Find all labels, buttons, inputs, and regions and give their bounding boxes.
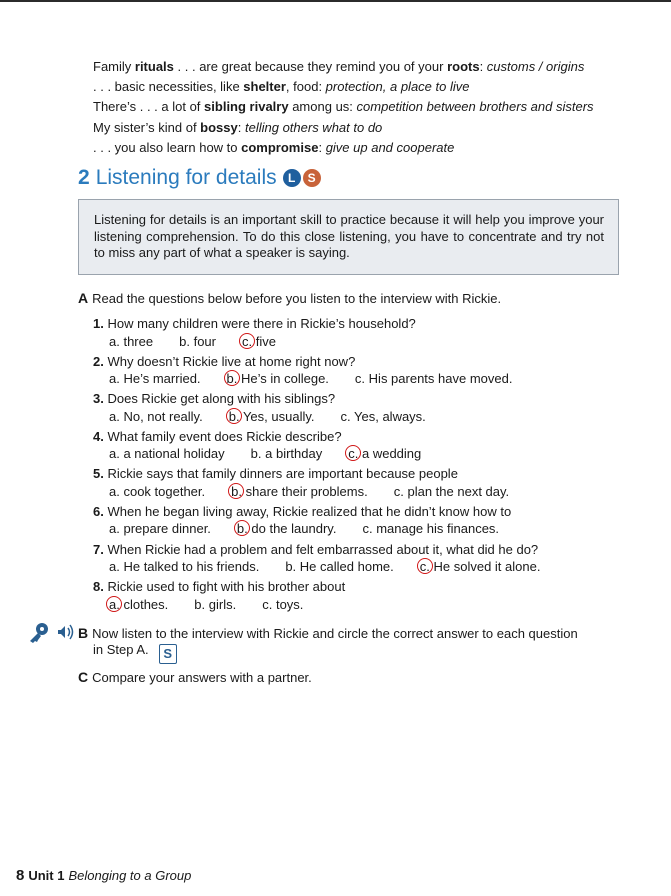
question-number: 8. bbox=[93, 579, 104, 595]
question-text bbox=[93, 541, 633, 559]
option-text: do the laundry. bbox=[251, 521, 337, 537]
question-prompt: When Rickie had a problem and felt embarrassed about it, what did he do? bbox=[107, 541, 539, 557]
option-text: girls. bbox=[208, 596, 237, 612]
question-text bbox=[93, 578, 633, 596]
question-prompt: How many children were there in Rickie’s household? bbox=[107, 316, 416, 331]
answer-option[interactable] bbox=[194, 596, 236, 614]
question-item bbox=[93, 578, 633, 613]
option-text: He’s in college. bbox=[241, 371, 329, 387]
answer-option[interactable] bbox=[355, 370, 513, 388]
question-item bbox=[93, 503, 633, 538]
answer-options bbox=[93, 558, 633, 576]
top-rule bbox=[0, 0, 671, 2]
step-text: Compare your answers with a partner. bbox=[92, 670, 312, 685]
info-box: Listening for details is an important skill to practice because it will help you improve your listening comprehension. To do this close listening, you have to concentrate and try not to miss any part of what a speaker is saying. bbox=[78, 199, 619, 275]
option-letter: b. bbox=[285, 559, 297, 575]
question-item bbox=[93, 541, 633, 576]
step-text: Read the questions below before you listen to the interview with Rickie. bbox=[92, 291, 502, 306]
step-b-continued bbox=[93, 641, 177, 664]
step-c bbox=[78, 668, 312, 687]
question-number: 4. bbox=[93, 428, 104, 444]
question-prompt: Does Rickie get along with his siblings? bbox=[107, 391, 336, 407]
option-letter: c. bbox=[241, 333, 253, 349]
listening-badge-icon: L bbox=[283, 169, 301, 187]
page-footer bbox=[16, 867, 191, 884]
question-number: 6. bbox=[93, 503, 104, 519]
question-text bbox=[93, 315, 633, 333]
option-text: manage his finances. bbox=[376, 521, 500, 537]
section-title: Listening for details bbox=[95, 166, 277, 189]
question-number: 1. bbox=[93, 316, 104, 331]
option-letter: a. bbox=[109, 483, 120, 499]
option-letter: c. bbox=[362, 521, 373, 537]
question-list bbox=[93, 315, 633, 616]
key-audio-icon bbox=[28, 622, 76, 644]
question-prompt: Rickie used to fight with his brother about bbox=[107, 579, 346, 595]
answer-options bbox=[93, 445, 633, 463]
answer-option[interactable] bbox=[109, 483, 205, 501]
answer-options bbox=[93, 370, 633, 388]
question-text bbox=[93, 390, 633, 408]
question-item bbox=[93, 353, 633, 388]
option-letter: a. bbox=[109, 333, 120, 349]
question-text bbox=[93, 465, 633, 483]
step-text: Now listen to the interview with Rickie and circle the correct answer to each question bbox=[92, 626, 578, 641]
option-letter: c. bbox=[354, 371, 366, 387]
answer-option-circled[interactable] bbox=[231, 483, 368, 501]
question-text bbox=[93, 428, 633, 446]
option-letter: a. bbox=[109, 596, 120, 612]
answer-option[interactable] bbox=[109, 520, 211, 538]
answer-option[interactable] bbox=[109, 558, 259, 576]
option-letter: b. bbox=[226, 371, 238, 387]
answer-option-circled[interactable] bbox=[227, 370, 329, 388]
option-text: He’s married. bbox=[123, 371, 201, 387]
answer-options bbox=[93, 483, 633, 501]
option-text: a birthday bbox=[265, 446, 323, 462]
option-text: three bbox=[123, 333, 154, 349]
section-number: 2 bbox=[78, 166, 90, 189]
option-letter: b. bbox=[250, 446, 262, 462]
option-letter: b. bbox=[194, 596, 206, 612]
step-text: in Step A. bbox=[93, 642, 149, 657]
option-text: a national holiday bbox=[123, 446, 225, 462]
question-prompt: Rickie says that family dinners are important because people bbox=[107, 466, 458, 482]
answer-options bbox=[93, 333, 633, 351]
question-number: 5. bbox=[93, 466, 104, 482]
answer-option-circled[interactable] bbox=[348, 445, 421, 463]
option-letter: a. bbox=[109, 521, 120, 537]
answer-option[interactable] bbox=[341, 408, 426, 426]
option-text: toys. bbox=[275, 596, 304, 612]
option-text: He solved it alone. bbox=[433, 559, 541, 575]
option-letter: b. bbox=[231, 483, 242, 499]
question-item bbox=[93, 465, 633, 500]
unit-title: Belonging to a Group bbox=[68, 868, 192, 883]
answer-option-circled[interactable] bbox=[229, 408, 315, 426]
option-letter: b. bbox=[236, 521, 248, 537]
option-text: He talked to his friends. bbox=[123, 559, 260, 575]
answer-option[interactable] bbox=[179, 333, 216, 351]
option-letter: a. bbox=[109, 371, 120, 387]
page-number: 8 bbox=[16, 867, 25, 884]
option-letter: c. bbox=[393, 483, 404, 499]
section-heading bbox=[78, 166, 321, 190]
vocabulary-list bbox=[93, 57, 653, 158]
option-letter: b. bbox=[228, 408, 240, 424]
option-text: five bbox=[255, 333, 276, 349]
question-number: 3. bbox=[93, 391, 104, 407]
question-item bbox=[93, 315, 633, 350]
answer-option-circled[interactable] bbox=[242, 333, 276, 351]
option-text: Yes, always. bbox=[354, 408, 426, 424]
option-text: plan the next day. bbox=[407, 483, 510, 499]
answer-option[interactable] bbox=[109, 445, 225, 463]
option-text: a wedding bbox=[361, 446, 422, 462]
question-item bbox=[93, 428, 633, 463]
answer-option[interactable] bbox=[109, 370, 201, 388]
option-letter: b. bbox=[179, 333, 190, 349]
answer-option[interactable] bbox=[394, 483, 509, 501]
answer-option-circled[interactable] bbox=[420, 558, 541, 576]
option-text: His parents have moved. bbox=[368, 371, 513, 387]
vocab-line: There’s . . . a lot of sibling rivalry among us: competition between brothers and sisters bbox=[93, 99, 594, 115]
answer-option[interactable] bbox=[251, 445, 323, 463]
step-letter: A bbox=[78, 290, 89, 306]
question-prompt: When he began living away, Rickie realized that he didn’t know how to bbox=[107, 503, 512, 519]
vocab-line: Family rituals . . . are great because they remind you of your roots: customs / origins bbox=[93, 59, 585, 74]
answer-option[interactable] bbox=[109, 333, 153, 351]
step-letter: B bbox=[78, 625, 89, 641]
option-text: No, not really. bbox=[123, 408, 203, 424]
question-text bbox=[93, 353, 633, 371]
answer-options bbox=[93, 408, 633, 426]
option-text: He called home. bbox=[299, 559, 394, 575]
question-number: 7. bbox=[93, 541, 104, 557]
option-text: share their problems. bbox=[245, 483, 368, 499]
option-letter: a. bbox=[109, 559, 120, 575]
option-letter: a. bbox=[109, 408, 120, 424]
answer-options bbox=[93, 520, 633, 538]
option-text: Yes, usually. bbox=[242, 408, 315, 424]
answer-options bbox=[93, 596, 633, 614]
speaking-box-icon: S bbox=[159, 644, 177, 664]
step-a bbox=[78, 289, 501, 308]
option-letter: c. bbox=[340, 408, 351, 424]
question-item bbox=[93, 390, 633, 425]
step-letter: C bbox=[78, 669, 89, 685]
question-prompt: What family event does Rickie describe? bbox=[107, 428, 342, 444]
answer-option[interactable] bbox=[285, 558, 393, 576]
option-letter: c. bbox=[348, 446, 359, 462]
answer-option[interactable] bbox=[362, 520, 499, 538]
option-text: cook together. bbox=[123, 483, 206, 499]
answer-option-circled[interactable] bbox=[109, 596, 168, 614]
question-prompt: Why doesn’t Rickie live at home right now? bbox=[107, 353, 356, 369]
answer-option[interactable] bbox=[109, 408, 203, 426]
answer-key-icon bbox=[28, 622, 76, 649]
option-text: prepare dinner. bbox=[123, 521, 211, 537]
question-number: 2. bbox=[93, 353, 104, 369]
question-text bbox=[93, 503, 633, 521]
option-letter: c. bbox=[262, 596, 273, 612]
vocab-line: My sister’s kind of bossy: telling others what to do bbox=[93, 119, 383, 135]
option-text: four bbox=[193, 333, 216, 349]
option-text: clothes. bbox=[123, 596, 169, 612]
vocab-line: . . . you also learn how to compromise: give up and cooperate bbox=[93, 139, 455, 155]
option-letter: a. bbox=[109, 446, 120, 462]
option-letter: c. bbox=[419, 559, 430, 575]
answer-option[interactable] bbox=[262, 596, 303, 614]
speaking-badge-icon: S bbox=[303, 169, 321, 187]
vocab-line: . . . basic necessities, like shelter, food: protection, a place to live bbox=[93, 79, 470, 95]
answer-option-circled[interactable] bbox=[237, 520, 337, 538]
unit-label: Unit 1 bbox=[28, 868, 65, 883]
